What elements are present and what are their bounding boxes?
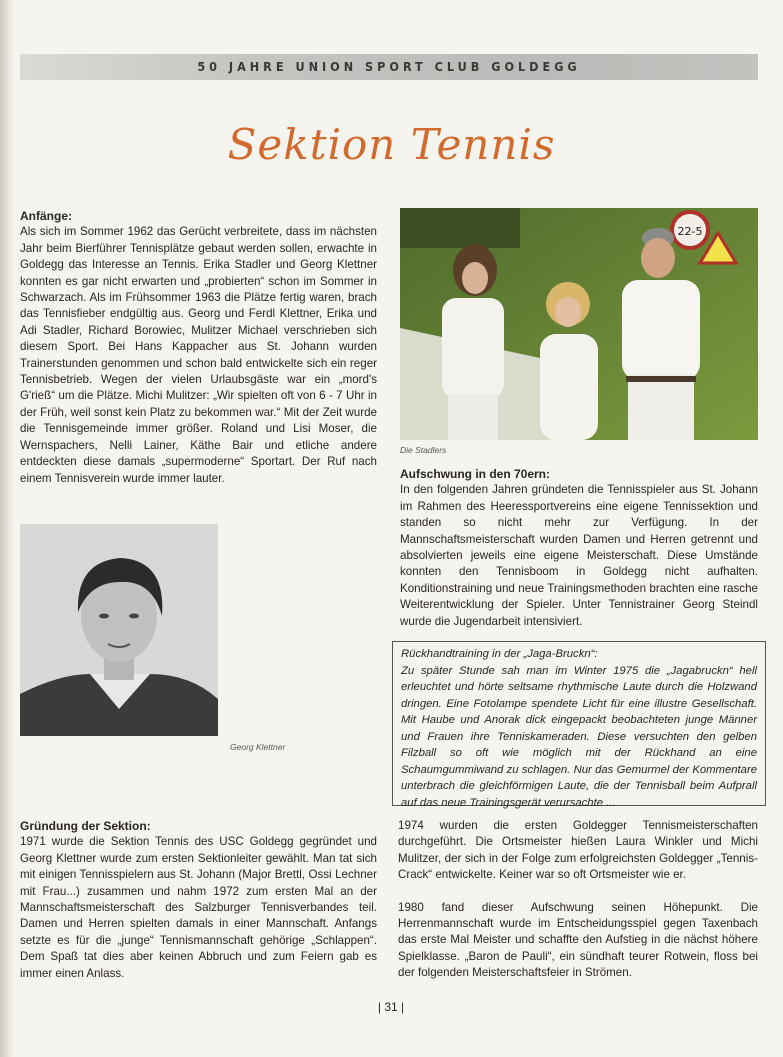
sign-label: 22-5 (677, 225, 703, 238)
photo-klettner (20, 524, 218, 736)
page-title: Sektion Tennis (227, 120, 556, 169)
heading-gruendung: Gründung der Sektion: (20, 819, 151, 833)
quote-title: Rückhandtraining in der „Jaga-Bruckn“: (401, 648, 598, 660)
heading-aufschwung: Aufschwung in den 70ern: (400, 467, 551, 481)
quote-text: Zu später Stunde sah man im Winter 1975 die „Jagabruckn“ hell erleuchtet und hörte seltsame rhythmische Laute durch die Holzwand dringen. Eine Fotolampe spendete Licht für eine illustre Gesellschaft. Mit Haube und Anorak dick eingepackt beobachteten junge Männer und Frauen ihre Tenniskameraden. Diese versuchten den gelben Filzball so oft wie möglich mit der Rückhand an eine Schaumgummiwand zu schlagen. Nur das Gemurmel der Kommentare unterbrach die gleichförmigen Laute, die der Tennisball beim Aufprall auf das neue Trainingsgerät verursachte ... (401, 664, 757, 809)
running-header: 50 JAHRE UNION SPORT CLUB GOLDEGG (197, 59, 581, 74)
caption-stadlers: Die Stadlers (400, 445, 447, 455)
photo-klettner-image (20, 524, 218, 736)
text-anfaenge: Als sich im Sommer 1962 das Gerücht verbreitete, dass im nächsten Jahr beim Bierführer Tennisplätze gebaut werden sollen, erwachte in Goldegg das Interesse an Tennis. Erika Stadler und Georg Klettner konnten es gar nicht erwarten und „probierten“ schon im Sommer in Schwarzach. Als im Frühsommer 1963 die Plätze fertig waren, brach das Tennisfieber endgültig aus. Georg und Ferdl Klettner, Erika und Adi Stadler, Richard Borowiec, Mulitzer Michael verschrieben sich diesem Sport. Bei Hans Kappacher aus St. Johann wurden Trainerstunden genommen und schon bald entwickelte sich ein reger Tennisbetrieb. Wegen der vielen Urlaubsgäste war ein „mord's G'rieß“ um die Plätze. Michi Mulitzer: „Wir spielten oft von 6 - 7 Uhr in der Früh, weil sonst kein Platz zu bekommen war.“ Mit der Zeit wurde die Tennisgemeinde immer größer. Roland und Lisi Moser, die Wernspachers, Nelli Lainer, Käthe Bair und etliche andere entdeckten diese damals „supermoderne“ Sportart. Der Ruf nach einem Tennisverein wurde immer lauter. (20, 225, 377, 485)
photo-stadlers-image (400, 208, 758, 440)
text-1974: 1974 wurden die ersten Goldegger Tennismeisterschaften durchgeführt. Die Ortsmeister hießen Laura Winkler und Michi Mulitzer, der sich in der Folge zum erfolgreichsten Goldegger „Tennis-Crack“ entwickelte. Keiner war so oft Ortsmeister wie er. (398, 819, 758, 882)
heading-anfaenge: Anfänge: (20, 209, 72, 223)
page-number: | 31 | (377, 1000, 405, 1014)
section-anfaenge (20, 208, 377, 487)
section-history (398, 818, 758, 982)
text-gruendung: 1971 wurde die Sektion Tennis des USC Goldegg gegründet und Georg Klettner wurde zum ersten Sektionleiter gewählt. Man tat sich mit einigen Tennisspielern aus St. Johann (Major Brettl, Ossi Lechner mit Frau...) zusammen und nahm 1972 zum ersten Mal an der Mannschaftsmeisterschaft des Salzburger Tennisverbandes teil. Damen und Herren spielten damals in einer Mannschaft. Anfangs setzte es für die „junge“ Tennismannschaft gehörige „Schlappen“. Dem Spaß tat dies aber keinen Abbruch und zum Feiern gab es immer einen Anlass. (20, 835, 377, 980)
section-aufschwung (400, 466, 758, 630)
text-aufschwung: In den folgenden Jahren gründeten die Tennisspieler aus St. Johann im Rahmen des Heeressportvereins eine eigene Tennissektion und standen so nicht mehr zur Verfügung. In der Mannschaftsmeisterschaft wurden Damen und Herren getrennt und absolvierten jeweils eine eigene Meisterschaft. Diese Umstände konnten den Tennisboom in Goldegg nicht aufhalten. Konditionstraining und neue Trainingsmethoden brachten eine rasche Weiterentwicklung der Spieler. Unter Tennistrainer Georg Steindl wurde die Jugendarbeit intensiviert. (400, 483, 758, 628)
photo-stadlers (400, 208, 758, 440)
text-1980: 1980 fand dieser Aufschwung seinen Höhepunkt. Die Herrenmannschaft wurde im Entscheidungsspiel gegen Taxenbach das erste Mal Meister und schaffte den Aufstieg in die nächst höhere Spielklasse. „Baron de Pauli“, ein sündhaft teurer Rotwein, floss bei der folgenden Meisterschaftsfeier in Strömen. (398, 900, 758, 980)
quote-box-rueckhandtraining (392, 641, 766, 809)
page-gutter-shadow (0, 0, 14, 1057)
section-gruendung (20, 818, 377, 982)
caption-klettner: Georg Klettner (230, 742, 286, 752)
